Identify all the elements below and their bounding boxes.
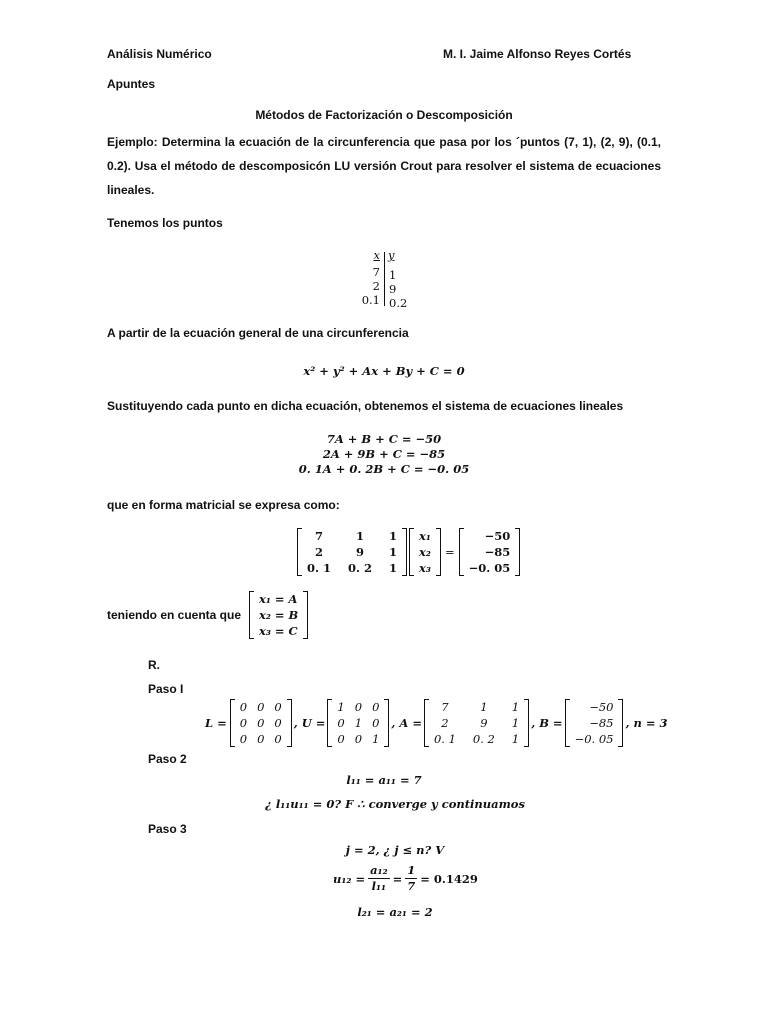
equation-system — [0, 432, 768, 477]
notes-label: Apuntes — [107, 77, 155, 91]
fraction-numerator: a₁₂ — [370, 863, 388, 877]
A-matrix — [424, 699, 529, 747]
matrix-cell: 0 — [372, 700, 380, 714]
system-equation: 0. 1A + 0. 2B + C = −0. 05 — [298, 462, 470, 476]
matrix-cell: 7 — [441, 700, 449, 714]
matrix-cell: 0 — [274, 732, 282, 746]
header-course: Análisis Numérico — [107, 47, 212, 61]
matrix-cell: 0. 1 — [433, 732, 456, 746]
system-equation: 2A + 9B + C = −85 — [322, 447, 446, 461]
matrix-cell: 1 — [480, 700, 488, 714]
U-matrix — [327, 699, 389, 747]
y-value: 0.2 — [389, 296, 408, 310]
U-label: , U = — [293, 716, 326, 730]
considering-label: teniendo en cuenta que — [107, 608, 242, 622]
system-equation: 7A + B + C = −50 — [326, 432, 442, 446]
matrix-cell: 1 — [389, 529, 398, 543]
step1-label: Paso I — [148, 682, 184, 696]
matrix-cell: 9 — [356, 545, 365, 559]
A-label: , A = — [391, 716, 422, 730]
B-vector — [565, 699, 624, 747]
matrix-cell: 0 — [337, 716, 345, 730]
points-intro: Tenemos los puntos — [107, 216, 223, 230]
matrix-cell: 0. 1 — [307, 561, 332, 575]
matrix-cell: 0 — [257, 716, 265, 730]
vector-cell: −50 — [589, 700, 614, 714]
u12-lhs: u₁₂ = — [333, 871, 366, 886]
matrix-cell: 1 — [389, 545, 398, 559]
matrix-cell: 2 — [441, 716, 449, 730]
matrix-cell: 0 — [354, 700, 363, 714]
matrix-cell: 0 — [257, 700, 265, 714]
matrix-cell: 7 — [315, 529, 324, 543]
matrix-intro: que en forma matricial se expresa como: — [107, 498, 340, 512]
matrix-cell: 1 — [511, 732, 520, 746]
table-divider — [384, 252, 385, 306]
B-label: , B = — [531, 716, 563, 730]
vector-cell: −85 — [589, 716, 614, 730]
variables-vector — [249, 591, 308, 639]
matrix-cell: 1 — [372, 732, 380, 746]
fraction-denominator: l₁₁ — [371, 879, 387, 893]
matrix-cell: 1 — [356, 529, 365, 543]
step3-eq1: j = 2, ¿ j ≤ n? V — [345, 843, 445, 857]
y-value: 1 — [389, 268, 397, 282]
vector-cell: −0. 05 — [574, 732, 614, 746]
matrix-cell: 0 — [354, 732, 363, 746]
matrix-equation — [297, 528, 520, 576]
matrix-cell: 0 — [337, 732, 345, 746]
variable-cell: x₃ = C — [259, 624, 298, 638]
vector-cell: −50 — [484, 529, 511, 543]
matrix-cell: 0 — [239, 716, 248, 730]
n-label: , n = 3 — [625, 716, 668, 730]
unknowns-vector — [409, 528, 441, 576]
fraction-denominator: 7 — [407, 879, 416, 893]
coefficient-matrix — [297, 528, 407, 576]
step3-eq3: l₂₁ = a₂₁ = 2 — [357, 905, 433, 919]
matrix-cell: 1 — [511, 716, 520, 730]
step3-label: Paso 3 — [148, 822, 187, 836]
matrix-cell: 0 — [239, 732, 248, 746]
matrix-cell: 0. 2 — [348, 561, 373, 575]
vector-cell: x₁ — [419, 529, 431, 543]
general-intro: A partir de la ecuación general de una circunferencia — [107, 326, 409, 340]
system-intro: Sustituyendo cada punto en dicha ecuación, obtenemos el sistema de ecuaciones lineales — [107, 399, 624, 413]
u12-result: = 0.1429 — [420, 871, 478, 886]
matrix-cell: 0 — [372, 716, 380, 730]
fraction-numerator: 1 — [407, 863, 416, 877]
matrix-cell: 0 — [239, 700, 248, 714]
constants-vector — [459, 528, 521, 576]
x-value: 0.1 — [361, 293, 380, 307]
y-value: 9 — [389, 282, 397, 296]
step3-u12-equation — [333, 863, 478, 894]
L-label: L = — [205, 716, 227, 730]
example-paragraph: Ejemplo: Determina la ecuación de la circunferencia que pasa por los ´puntos (7, 1), (2, 9), (0.1, 0.2). Usa el método de descomposicón LU versión Crout para resolver el sistema de ecuaciones lineales. — [107, 135, 661, 197]
vector-cell: x₃ — [419, 561, 431, 575]
matrix-cell: 1 — [337, 700, 345, 714]
equals-sign: = — [444, 545, 455, 559]
matrix-cell: 0. 2 — [472, 732, 495, 746]
variable-cell: x₁ = A — [259, 592, 298, 606]
x-value: 2 — [372, 279, 380, 293]
vector-cell: −85 — [484, 545, 511, 559]
fraction-1-7 — [405, 863, 417, 894]
matrix-cell: 2 — [315, 545, 324, 559]
general-equation: x² + y² + Ax + By + C = 0 — [303, 364, 465, 378]
L-matrix — [230, 699, 292, 747]
matrix-cell: 9 — [480, 716, 488, 730]
matrix-cell: 0 — [274, 716, 282, 730]
matrix-cell: 1 — [389, 561, 398, 575]
fraction-a12-l11 — [368, 863, 390, 894]
matrix-cell: 0 — [274, 700, 282, 714]
vector-cell: x₂ — [419, 545, 431, 559]
page-title: Métodos de Factorización o Descomposición — [255, 108, 513, 122]
y-header: y — [388, 248, 395, 262]
x-header: x — [373, 248, 380, 262]
matrix-cell: 1 — [511, 700, 520, 714]
vector-cell: −0. 05 — [468, 561, 511, 575]
x-value: 7 — [372, 265, 380, 279]
matrix-cell: 1 — [354, 716, 363, 730]
equals-sign: = — [392, 871, 403, 886]
matrix-cell: 0 — [257, 732, 265, 746]
step2-eq1: l₁₁ = a₁₁ = 7 — [346, 773, 422, 787]
r-label: R. — [148, 658, 160, 672]
step2-label: Paso 2 — [148, 752, 187, 766]
variable-cell: x₂ = B — [259, 608, 299, 622]
step2-eq2: ¿ l₁₁u₁₁ = 0? F ∴ converge y continuamos — [265, 797, 525, 811]
header-author: M. I. Jaime Alfonso Reyes Cortés — [443, 47, 632, 61]
step1-matrices — [205, 699, 668, 747]
